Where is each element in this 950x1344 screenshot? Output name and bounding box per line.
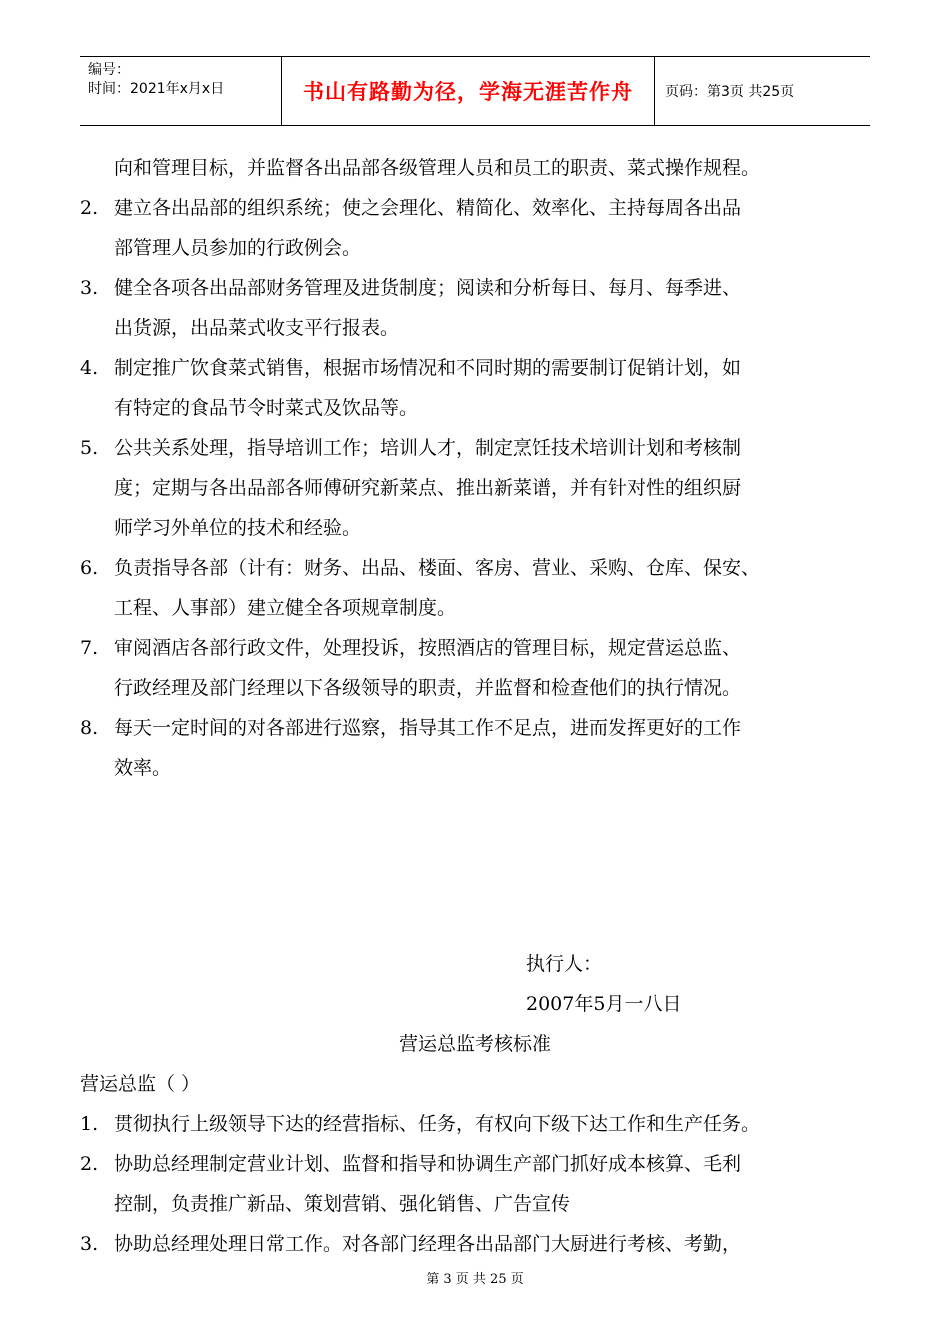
list-item-number: 2. xyxy=(80,1153,99,1175)
header-page-info: 页码：第3页 共25页 xyxy=(665,84,795,100)
list-item-text: 建立各出品部的组织系统；使之会理化、精简化、效率化、主持每周各出品 xyxy=(114,197,742,219)
list-item-line xyxy=(80,308,880,348)
list-item-text: 效率。 xyxy=(114,757,172,779)
list-item-line xyxy=(80,1184,880,1224)
list-item-line xyxy=(80,1104,880,1144)
list-item-line xyxy=(80,348,880,388)
page-header xyxy=(80,56,870,126)
list-item-text: 公共关系处理，指导培训工作；培训人才，制定烹饪技术培训计划和考核制 xyxy=(114,437,742,459)
list-item-number xyxy=(80,228,114,268)
list-item-line xyxy=(80,1224,880,1264)
list-item-text: 健全各项各出品部财务管理及进货制度；阅读和分析每日、每月、每季进、 xyxy=(114,277,742,299)
signature-date: 2007年5月一八日 xyxy=(526,993,682,1015)
list-item-line xyxy=(80,708,880,748)
list-item-line xyxy=(80,188,880,228)
list-item-number xyxy=(80,588,114,628)
list-item-text: 负责指导各部（计有：财务、出品、楼面、客房、营业、采购、仓库、保安、 xyxy=(114,557,761,579)
list-item-line xyxy=(80,228,880,268)
list-item-text: 有特定的食品节令时菜式及饮品等。 xyxy=(114,397,419,419)
list-item-text: 协助总经理处理日常工作。对各部门经理各出品部门大厨进行考核、考勤， xyxy=(114,1233,742,1255)
list-item-number: 3. xyxy=(80,1233,99,1255)
list-item-line xyxy=(80,508,880,548)
list-item-line xyxy=(80,388,880,428)
list-item-number xyxy=(80,748,114,788)
duty-list xyxy=(80,188,880,788)
list-item-number xyxy=(80,308,114,348)
document-body xyxy=(80,148,880,1264)
list-item-text: 工程、人事部）建立健全各项规章制度。 xyxy=(114,597,457,619)
list-item-number xyxy=(80,668,114,708)
list-item-number xyxy=(80,1184,114,1224)
list-item-text: 行政经理及部门经理以下各级领导的职责，并监督和检查他们的执行情况。 xyxy=(114,677,742,699)
continuation-line: 向和管理目标，并监督各出品部各级管理人员和员工的职责、菜式操作规程。 xyxy=(114,157,761,179)
list-item-number: 5. xyxy=(80,437,99,459)
list-item-text: 制定推广饮食菜式销售，根据市场情况和不同时期的需要制订促销计划，如 xyxy=(114,357,742,379)
list-item-number xyxy=(80,468,114,508)
assessment-list xyxy=(80,1104,880,1264)
list-item-number: 7. xyxy=(80,637,99,659)
page-footer: 第 3 页 共 25 页 xyxy=(426,1272,524,1287)
list-item-line xyxy=(80,628,880,668)
list-item-line xyxy=(80,748,880,788)
header-meta xyxy=(80,57,281,125)
blank-space xyxy=(80,788,880,944)
list-item-number: 2. xyxy=(80,197,99,219)
list-item-text: 度；定期与各出品部各师傅研究新菜点、推出新菜谱，并有针对性的组织厨 xyxy=(114,477,742,499)
list-item-number: 3. xyxy=(80,277,99,299)
document-number-label: 编号： xyxy=(88,62,130,78)
executor-label: 执行人： xyxy=(526,953,603,975)
list-item-number xyxy=(80,508,114,548)
list-item-number xyxy=(80,388,114,428)
header-motto: 书山有路勤为径，学海无涯苦作舟 xyxy=(281,57,655,125)
section-title: 营运总监考核标准 xyxy=(398,1033,551,1055)
list-item-number: 6. xyxy=(80,557,99,579)
list-item-line xyxy=(80,548,880,588)
list-item-number: 8. xyxy=(80,717,99,739)
list-item-text: 每天一定时间的对各部进行巡察，指导其工作不足点，进而发挥更好的工作 xyxy=(114,717,742,739)
list-item-text: 协助总经理制定营业计划、监督和指导和协调生产部门抓好成本核算、毛利 xyxy=(114,1153,742,1175)
list-item-number: 4. xyxy=(80,357,99,379)
list-item-text: 部管理人员参加的行政例会。 xyxy=(114,237,362,259)
list-item-text: 贯彻执行上级领导下达的经营指标、任务，有权向下级下达工作和生产任务。 xyxy=(114,1113,761,1135)
list-item-text: 控制，负责推广新品、策划营销、强化销售、广告宣传 xyxy=(114,1193,571,1215)
list-item-line xyxy=(80,1144,880,1184)
role-line: 营运总监（ ） xyxy=(80,1073,201,1095)
list-item-number: 1. xyxy=(80,1113,99,1135)
list-item-text: 出货源，出品菜式收支平行报表。 xyxy=(114,317,400,339)
list-item-line xyxy=(80,428,880,468)
list-item-line xyxy=(80,588,880,628)
list-item-text: 审阅酒店各部行政文件，处理投诉，按照酒店的管理目标，规定营运总监、 xyxy=(114,637,742,659)
list-item-line xyxy=(80,268,880,308)
list-item-line xyxy=(80,468,880,508)
list-item-line xyxy=(80,668,880,708)
list-item-text: 师学习外单位的技术和经验。 xyxy=(114,517,362,539)
document-time-label: 时间：2021年x月x日 xyxy=(88,81,225,97)
